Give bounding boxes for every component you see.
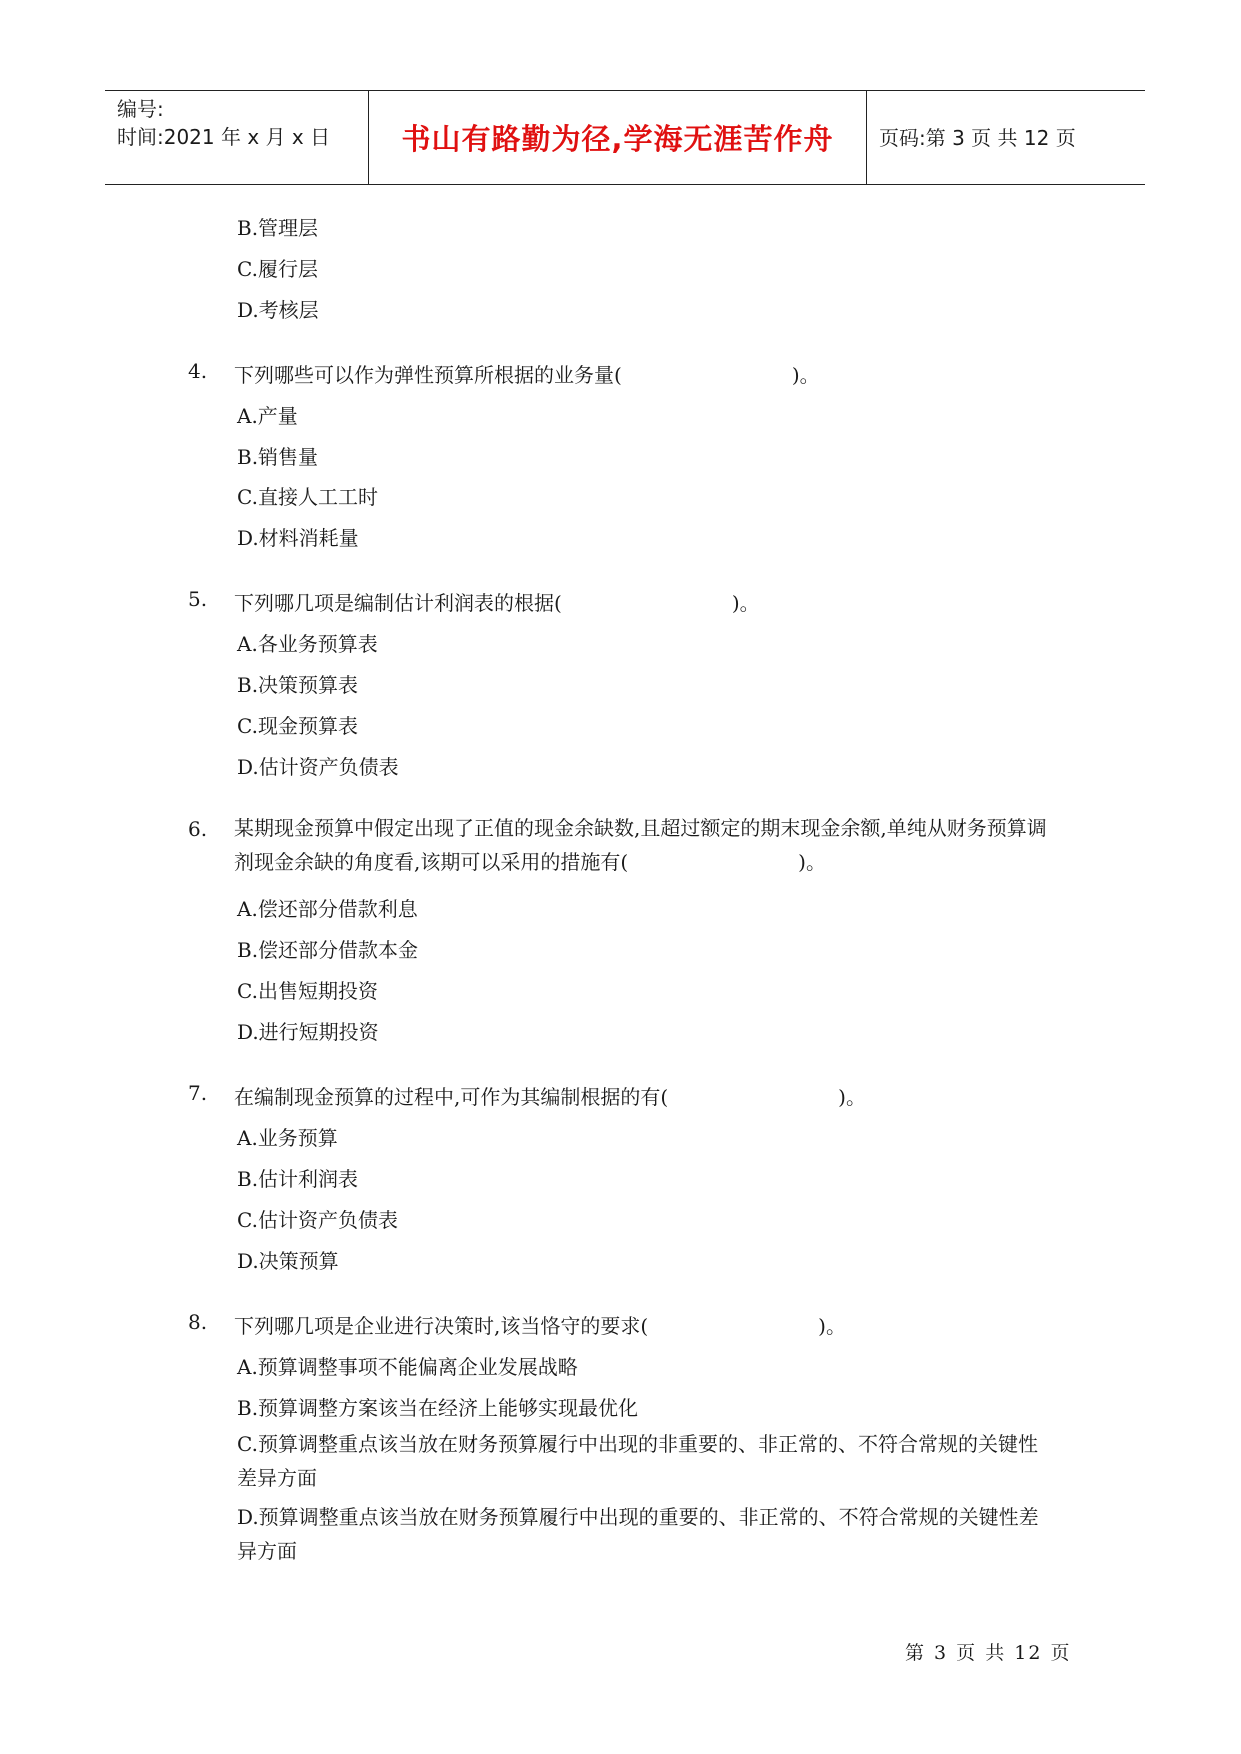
header-page-code: 页码:第 3 页 共 12 页 bbox=[879, 126, 1076, 150]
question-number: 6. bbox=[188, 817, 208, 841]
option: A.产量 bbox=[237, 404, 298, 428]
option: B.决策预算表 bbox=[237, 673, 359, 697]
option: D.估计资产负债表 bbox=[237, 755, 399, 779]
option: A.各业务预算表 bbox=[237, 632, 378, 656]
option: D.考核层 bbox=[237, 298, 319, 322]
time-label: 时间:2021 年 x 月 x 日 bbox=[117, 125, 331, 149]
question-text: 某期现金预算中假定出现了正值的现金余缺数,且超过额定的期末现金余额,单纯从财务预算调剂现金余缺的角度看,该期可以采用的措施有( )。 bbox=[234, 816, 1047, 874]
page-footer: 第 3 页 共 12 页 bbox=[905, 1642, 1072, 1664]
header-motto-cell bbox=[369, 91, 867, 184]
option: C.现金预算表 bbox=[237, 714, 358, 738]
question-text: 下列哪些可以作为弹性预算所根据的业务量( )。 bbox=[234, 363, 820, 387]
option: C.直接人工工时 bbox=[237, 485, 378, 509]
option: B.估计利润表 bbox=[237, 1167, 359, 1191]
option: A.偿还部分借款利息 bbox=[237, 897, 418, 921]
question-text: 下列哪几项是编制估计利润表的根据( )。 bbox=[234, 591, 760, 615]
option: D.进行短期投资 bbox=[237, 1020, 379, 1044]
question-number: 7. bbox=[188, 1081, 208, 1105]
option: C.出售短期投资 bbox=[237, 979, 378, 1003]
serial-label: 编号: bbox=[117, 97, 164, 121]
option: D.决策预算 bbox=[237, 1249, 339, 1273]
option: D.材料消耗量 bbox=[237, 526, 359, 550]
option: C.估计资产负债表 bbox=[237, 1208, 398, 1232]
option: B.管理层 bbox=[237, 216, 319, 240]
option: A.预算调整事项不能偏离企业发展战略 bbox=[237, 1355, 578, 1379]
header-meta-cell bbox=[105, 91, 369, 184]
question-number: 8. bbox=[188, 1310, 208, 1334]
question-text: 下列哪几项是企业进行决策时,该当恪守的要求( )。 bbox=[234, 1314, 846, 1338]
option: B.预算调整方案该当在经济上能够实现最优化 bbox=[237, 1396, 639, 1420]
page-header bbox=[105, 90, 1145, 185]
option: B.销售量 bbox=[237, 445, 319, 469]
header-page-cell bbox=[867, 91, 1145, 184]
option: A.业务预算 bbox=[237, 1126, 338, 1150]
option: C.履行层 bbox=[237, 257, 318, 281]
option: C.预算调整重点该当放在财务预算履行中出现的非重要的、非正常的、不符合常规的关键性差异方面 bbox=[237, 1432, 1038, 1490]
motto: 书山有路勤为径,学海无涯苦作舟 bbox=[401, 122, 834, 156]
option: B.偿还部分借款本金 bbox=[237, 938, 419, 962]
question-number: 5. bbox=[188, 587, 208, 611]
option: D.预算调整重点该当放在财务预算履行中出现的重要的、非正常的、不符合常规的关键性差异方面 bbox=[237, 1505, 1039, 1563]
question-text: 在编制现金预算的过程中,可作为其编制根据的有( )。 bbox=[234, 1085, 866, 1109]
question-number: 4. bbox=[188, 359, 208, 383]
